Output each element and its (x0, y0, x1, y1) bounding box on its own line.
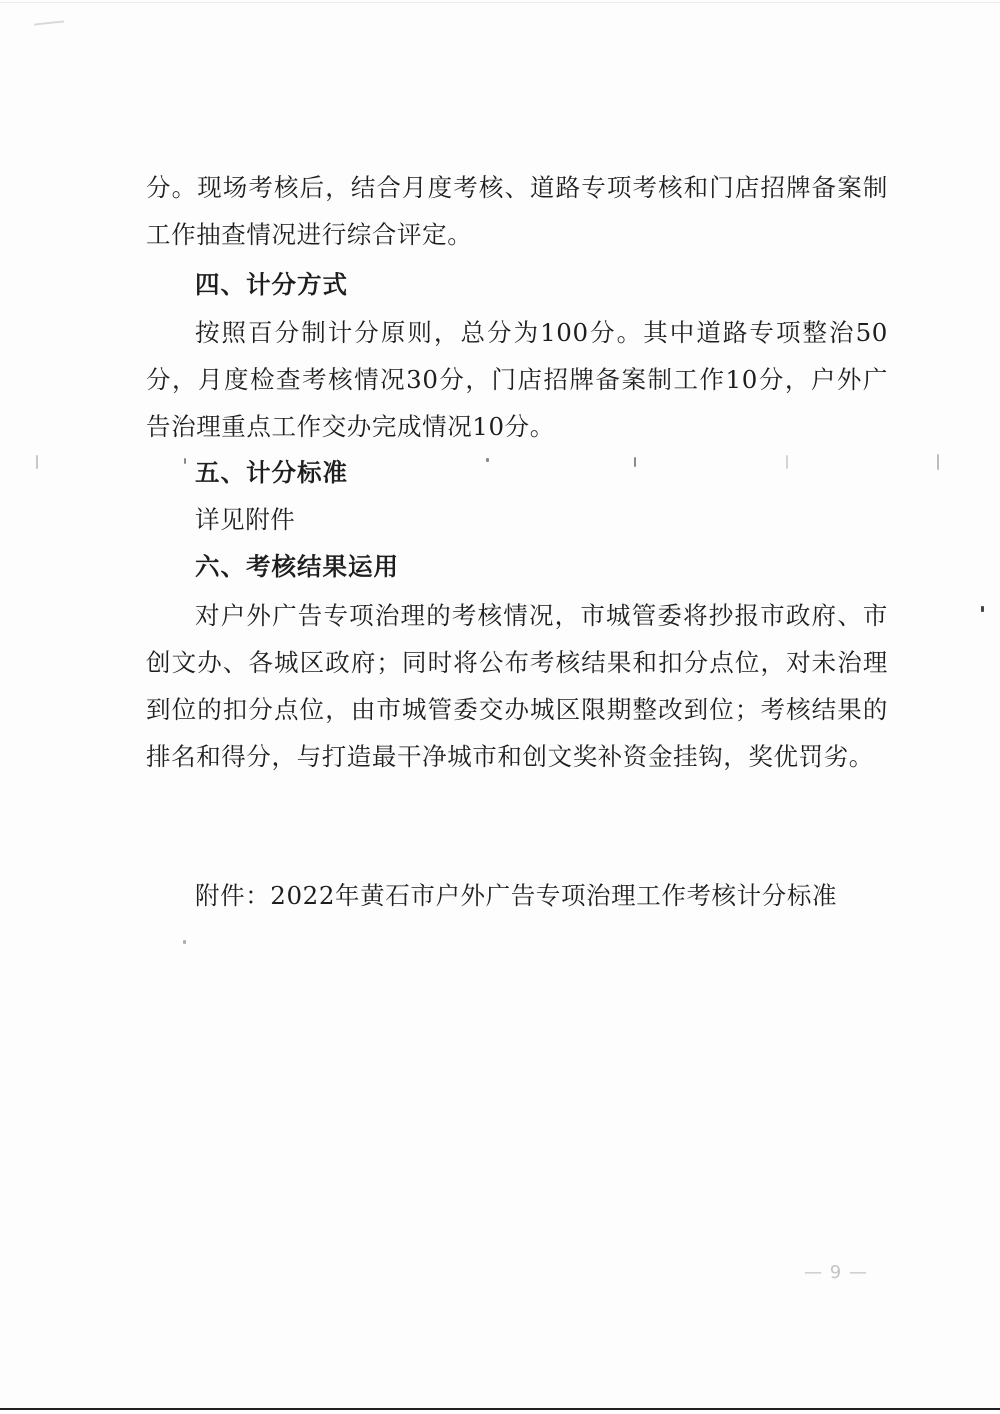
scan-speck (184, 458, 186, 464)
attachment-line: 附件：2022年黄石市户外广告专项治理工作考核计分标准 (195, 881, 838, 910)
page-number: — 9 — (804, 1262, 868, 1283)
paragraph-continuation: 分。现场考核后，结合月度考核、道路专项考核和门店招牌备案制工作抽查情况进行综合评定。 (146, 173, 888, 249)
paragraph-results-usage: 对户外广告专项治理的考核情况，市城管委将抄报市政府、市创文办、各城区政府；同时将公布考核结果和扣分点位，对未治理到位的扣分点位，由市城管委交办城区限期整改到位；考核结果的排名和得分，与打造最干净城市和创文奖补资金挂钩，奖优罚劣。 (146, 601, 888, 771)
scan-speck (937, 454, 939, 470)
scan-bottom-edge (0, 1408, 1000, 1410)
scan-top-edge (0, 2, 1000, 3)
section-heading-results-usage: 六、考核结果运用 (195, 552, 399, 581)
section-heading-scoring-standard: 五、计分标准 (195, 458, 348, 487)
section-heading-scoring-method: 四、计分方式 (195, 270, 348, 299)
scan-mark (34, 20, 64, 25)
scan-speck (981, 606, 984, 612)
paragraph-scoring-standard: 详见附件 (195, 505, 296, 534)
paragraph-scoring-method: 按照百分制计分原则，总分为100分。其中道路专项整治50分，月度检查考核情况30分，门店招牌备案制工作10分，户外广告治理重点工作交办完成情况10分。 (146, 318, 888, 441)
scan-speck (634, 457, 636, 467)
scan-speck (183, 940, 186, 944)
scan-speck (786, 455, 788, 469)
scan-speck (36, 455, 38, 469)
scan-speck (486, 458, 489, 462)
